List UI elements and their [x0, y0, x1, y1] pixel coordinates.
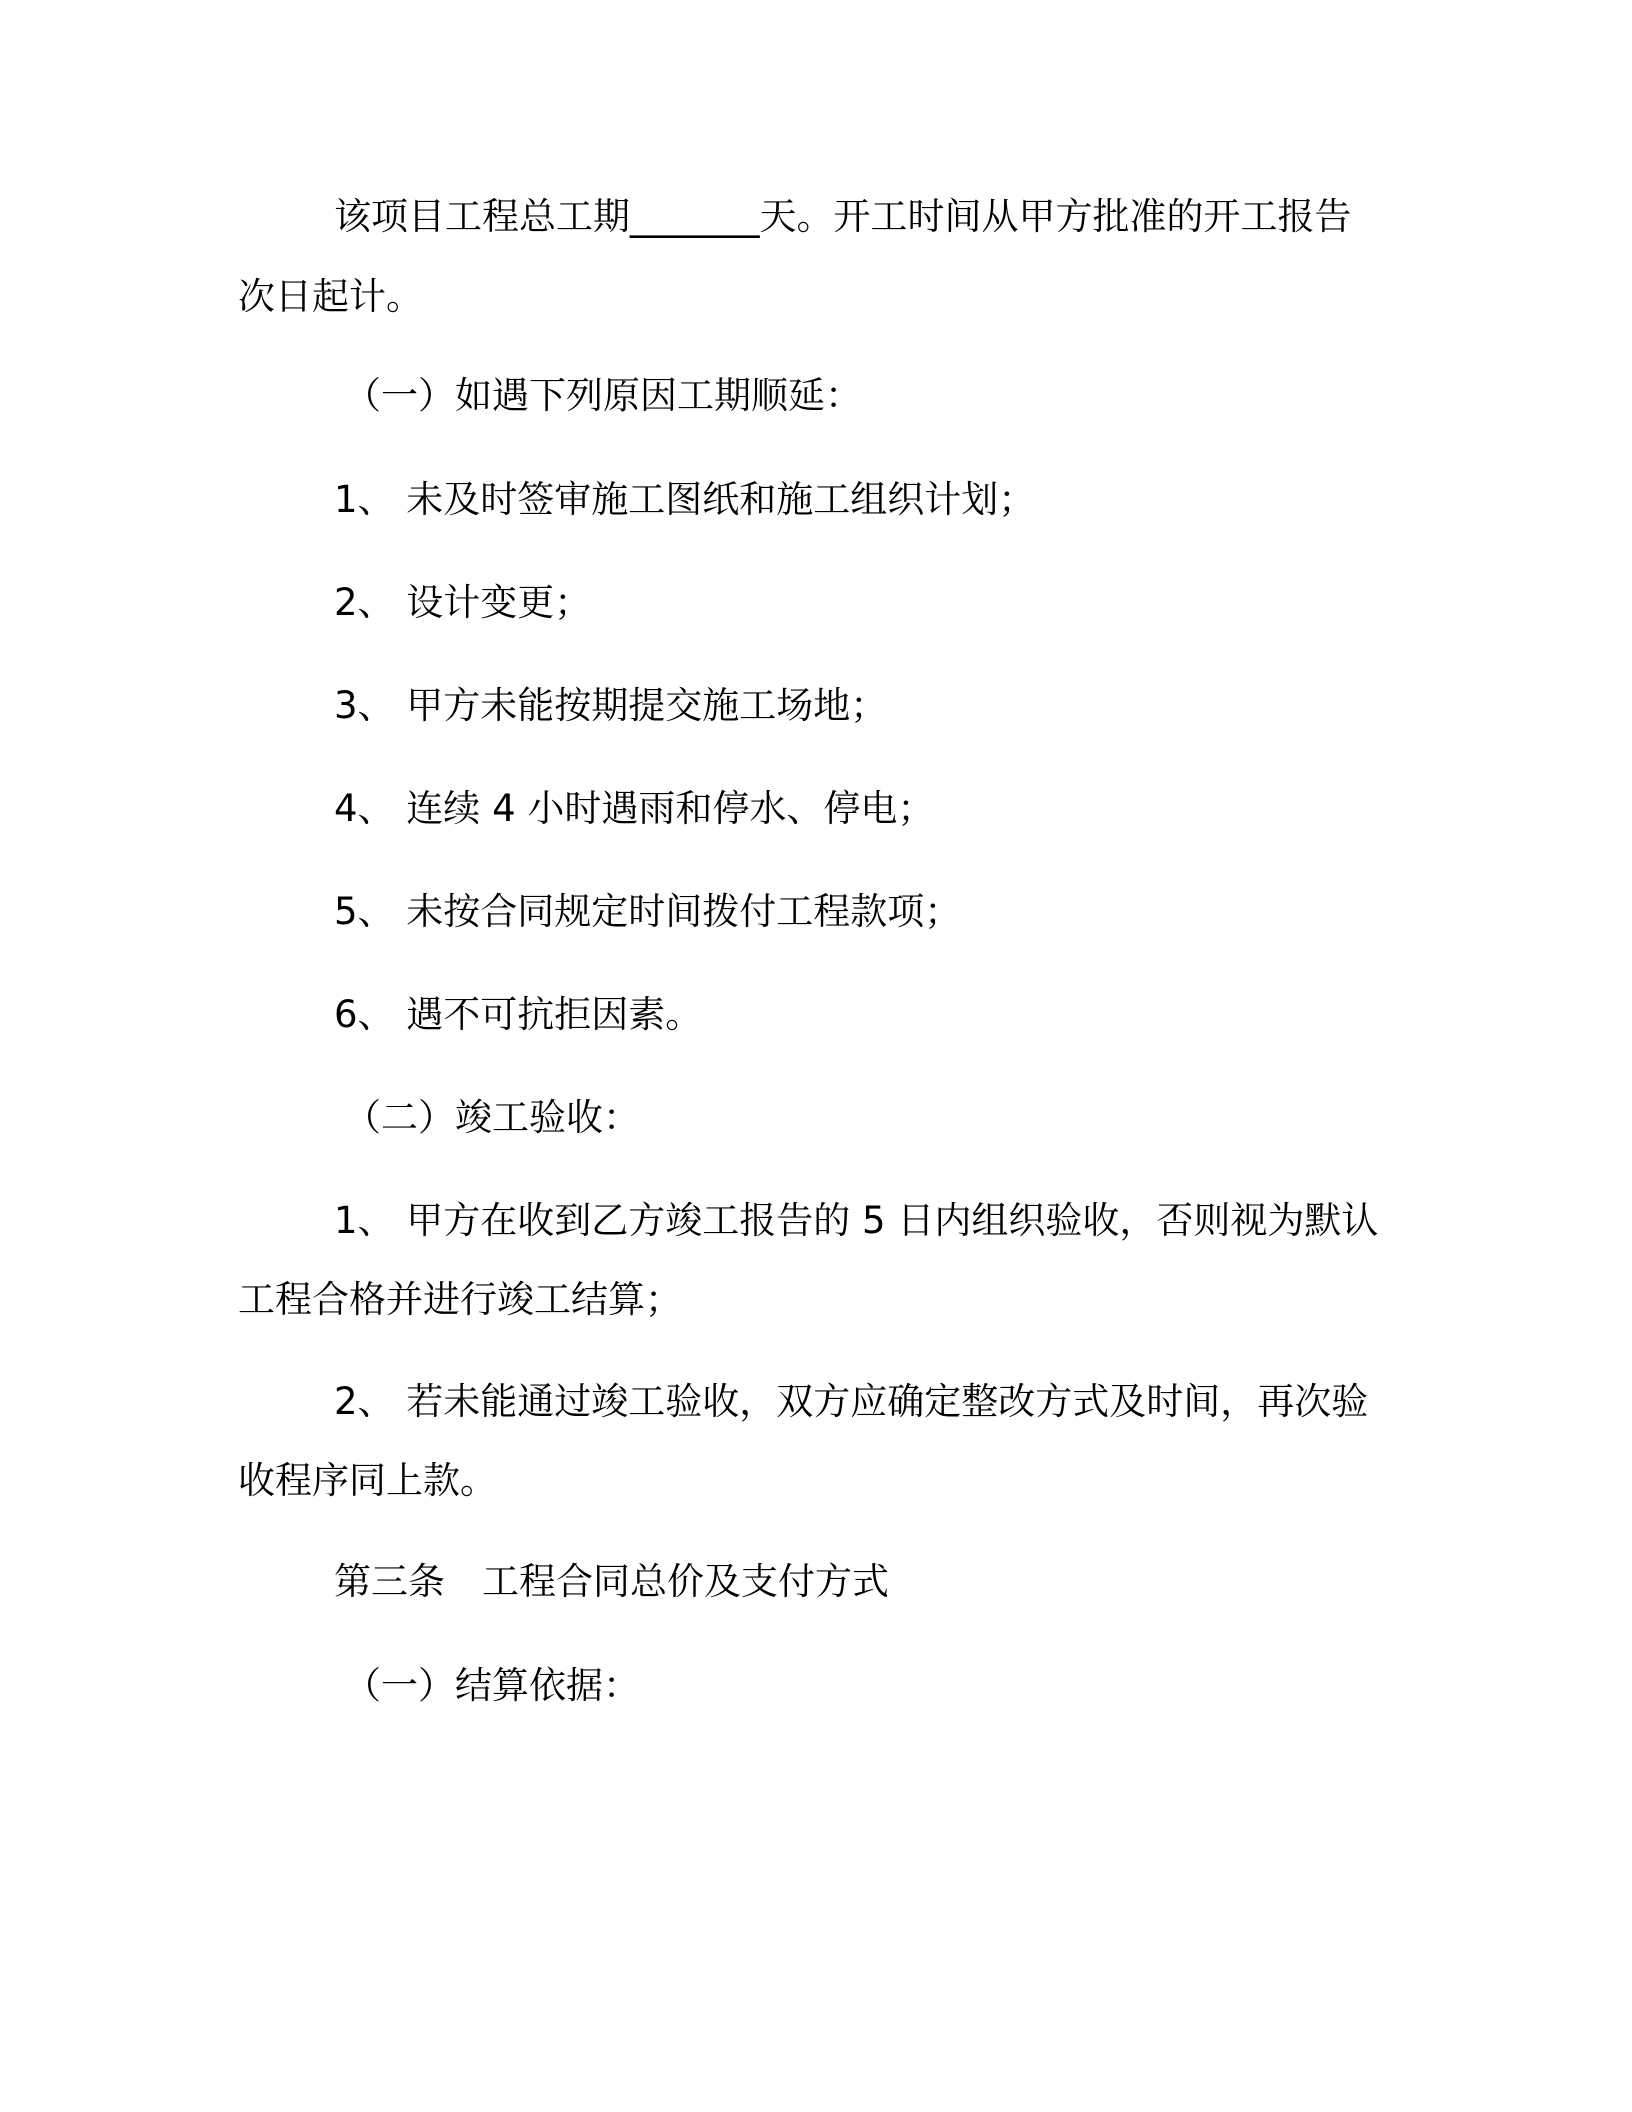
list-item-delay-3: 3、 甲方未能按期提交施工场地； [334, 684, 888, 727]
paragraph-construction-period-cont: 次日起计。 [238, 275, 423, 318]
section-heading-settlement: （一）结算依据： [344, 1664, 640, 1707]
list-item-delay-1: 1、 未及时签审施工图纸和施工组织计划； [334, 478, 1036, 521]
list-item-delay-6: 6、 遇不可抗拒因素。 [334, 993, 703, 1036]
article-heading-3: 第三条 工程合同总价及支付方式 [334, 1560, 889, 1603]
paragraph-construction-period: 该项目工程总工期_______天。开工时间从甲方批准的开工报告 [334, 195, 1352, 238]
list-item-acceptance-1-cont: 工程合格并进行竣工结算； [238, 1278, 682, 1321]
list-item-acceptance-2-cont: 收程序同上款。 [238, 1459, 497, 1502]
list-item-acceptance-2: 2、 若未能通过竣工验收，双方应确定整改方式及时间，再次验 [334, 1380, 1369, 1423]
list-item-acceptance-1: 1、 甲方在收到乙方竣工报告的 5 日内组织验收，否则视为默认 [334, 1199, 1379, 1242]
section-heading-acceptance: （二）竣工验收： [344, 1096, 640, 1139]
section-heading-delay: （一）如遇下列原因工期顺延： [344, 374, 862, 417]
list-item-delay-5: 5、 未按合同规定时间拨付工程款项； [334, 890, 962, 933]
list-item-delay-2: 2、 设计变更； [334, 581, 592, 624]
list-item-delay-4: 4、 连续 4 小时遇雨和停水、停电； [334, 787, 935, 830]
